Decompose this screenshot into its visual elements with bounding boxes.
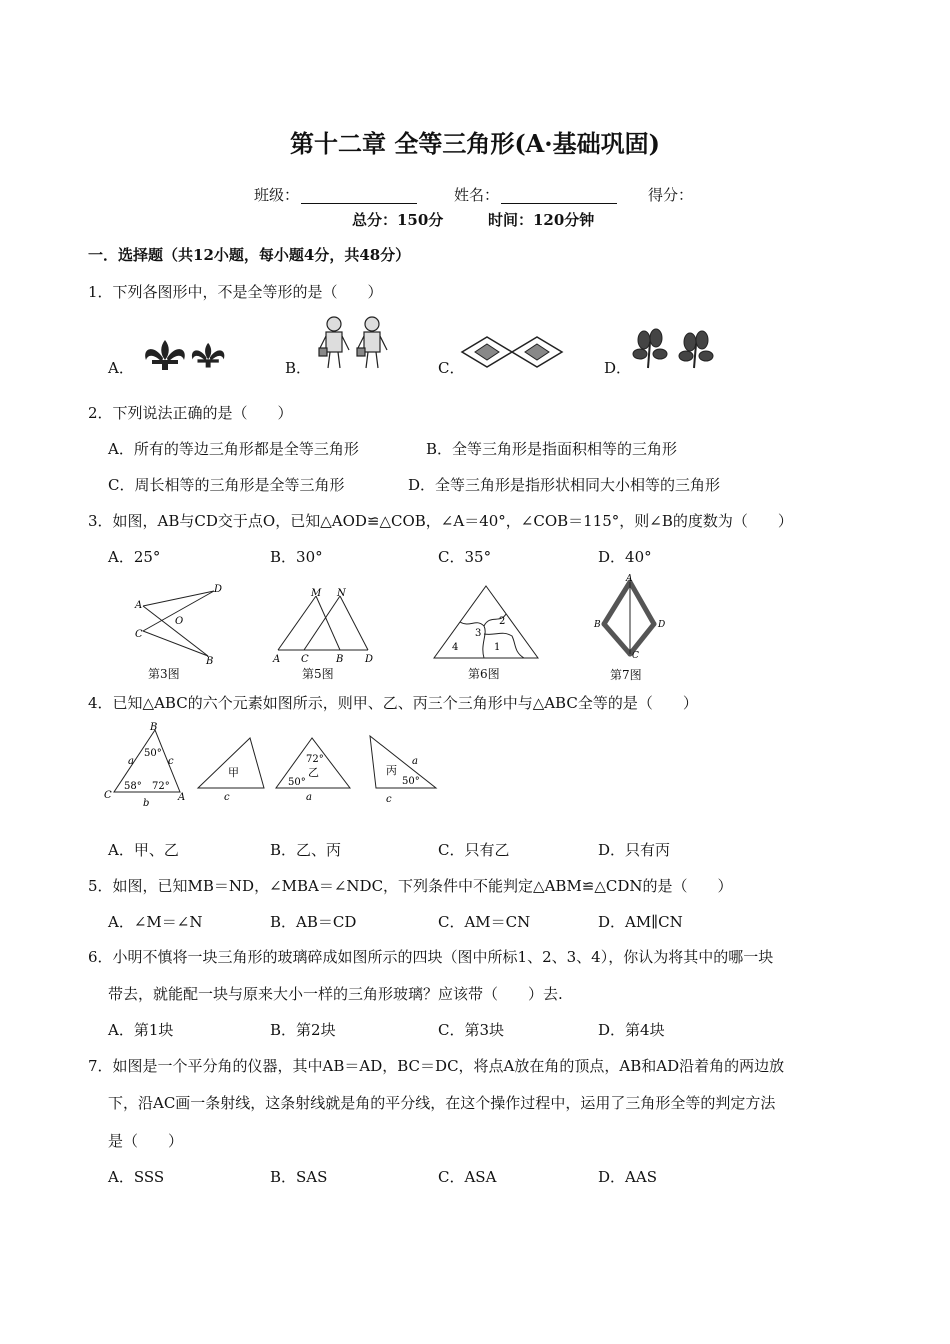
abc-label-c: C	[104, 790, 112, 801]
fig7-label-d: D	[658, 620, 666, 630]
q5-option-b[interactable]: B．AB＝CD	[270, 913, 357, 931]
q7-option-d[interactable]: D．AAS	[598, 1168, 657, 1186]
q3-option-d[interactable]: D．40°	[598, 548, 652, 566]
soldier-icon	[319, 317, 349, 368]
q4-triangles	[100, 718, 450, 808]
q2-option-a[interactable]: A．所有的等边三角形都是全等三角形	[108, 440, 359, 458]
bing-angle-50: 50°	[402, 776, 420, 787]
fleur-de-lis-figure	[138, 334, 238, 372]
abc-side-c: c	[168, 756, 174, 767]
fig3-label-a: A	[135, 600, 143, 611]
triangle-yi	[276, 738, 350, 803]
abc-label-b: B	[150, 722, 158, 733]
q5-stem: 5．如图，已知MB＝ND，∠MBA＝∠NDC，下列条件中不能判定△ABM≌△CDN的是（ ）	[88, 877, 733, 895]
abc-label-a: A	[178, 792, 186, 803]
fig7-label-b: B	[594, 620, 601, 630]
q1-option-b[interactable]: B．	[285, 359, 312, 377]
q6-option-d[interactable]: D．第4块	[598, 1021, 665, 1039]
yi-angle-50: 50°	[288, 777, 306, 788]
abc-side-b: b	[143, 798, 150, 808]
fig5-label-n: N	[337, 588, 346, 599]
yi-label: 乙	[308, 766, 319, 779]
jia-label: 甲	[228, 766, 239, 779]
fig3-label-b: B	[206, 656, 214, 666]
q6-option-c[interactable]: C．第3块	[438, 1021, 505, 1039]
fig6-caption: 第6图	[468, 667, 500, 681]
soldier-icon	[357, 317, 387, 368]
q6-option-b[interactable]: B．第2块	[270, 1021, 336, 1039]
fig6-label-2: 2	[499, 616, 506, 627]
fig7-caption: 第7图	[610, 668, 642, 682]
q3-option-c[interactable]: C．35°	[438, 548, 492, 566]
bing-side-c: c	[386, 794, 392, 805]
class-field	[254, 184, 417, 205]
q6-stem-line2: 带去，就能配一块与原来大小一样的三角形玻璃？应该带（ ）去.	[108, 985, 563, 1003]
yi-side-a: a	[306, 792, 312, 803]
q4-option-a[interactable]: A．甲、乙	[108, 841, 179, 859]
q3-option-a[interactable]: A．25°	[108, 548, 161, 566]
q7-stem-line3: 是（ ）	[108, 1132, 184, 1150]
leaf-figure	[630, 328, 726, 370]
q7-option-b[interactable]: B．SAS	[270, 1168, 328, 1186]
figure-3	[128, 580, 228, 666]
leaf-branch-icon	[633, 329, 667, 368]
abc-angle-72: 72°	[152, 781, 170, 792]
q3-stem: 3．如图，AB与CD交于点O，已知△AOD≌△COB，∠A＝40°，∠COB＝115°，则∠B的度数为（ ）	[88, 512, 793, 530]
score-label: 得分：	[648, 186, 694, 204]
q5-option-a[interactable]: A．∠M＝∠N	[108, 913, 203, 931]
fig5-caption: 第5图	[302, 667, 334, 681]
q4-option-b[interactable]: B．乙、丙	[270, 841, 342, 859]
q4-stem: 4．已知△ABC的六个元素如图所示，则甲、乙、丙三个三角形中与△ABC全等的是（ ）	[88, 694, 698, 712]
total-score: 总分：150分	[352, 211, 444, 229]
fig7-label-a: A	[626, 574, 633, 584]
diamond-icon	[462, 337, 512, 367]
triangle-jia	[198, 738, 264, 803]
q1-option-d[interactable]: D．	[604, 359, 632, 377]
diamond-figure	[460, 335, 566, 369]
jia-side-c: c	[224, 792, 230, 803]
fleur-de-lis-icon	[145, 340, 185, 370]
q5-option-d[interactable]: D．AM∥CN	[598, 913, 683, 931]
q1-option-c[interactable]: C．	[438, 359, 465, 377]
fig6-label-1: 1	[494, 642, 501, 653]
fig3-label-c: C	[135, 629, 143, 640]
q5-option-c[interactable]: C．AM＝CN	[438, 913, 531, 931]
yi-angle-72: 72°	[306, 754, 324, 765]
triangle-abc	[104, 722, 185, 808]
q1-option-a[interactable]: A．	[108, 359, 134, 377]
bing-label: 丙	[386, 764, 397, 777]
abc-angle-58: 58°	[124, 781, 142, 792]
q2-option-b[interactable]: B．全等三角形是指面积相等的三角形	[426, 440, 678, 458]
fig5-label-a: A	[273, 654, 281, 665]
q7-stem-line1: 7．如图是一个平分角的仪器，其中AB＝AD，BC＝DC，将点A放在角的顶点，AB和AD沿着角的两边放	[88, 1057, 785, 1075]
q7-option-c[interactable]: C．ASA	[438, 1168, 497, 1186]
fig5-label-c: C	[301, 654, 309, 665]
fig3-caption: 第3图	[148, 667, 180, 681]
q2-option-d[interactable]: D．全等三角形是指形状相同大小相等的三角形	[408, 476, 721, 494]
fig3-label-d: D	[214, 584, 223, 595]
abc-angle-50: 50°	[144, 748, 162, 759]
fig6-label-4: 4	[452, 642, 459, 653]
q1-stem: 1．下列各图形中，不是全等形的是（ ）	[88, 283, 383, 301]
triangle-bing	[370, 736, 436, 805]
figure-6	[430, 584, 542, 664]
diamond-icon	[512, 337, 562, 367]
page-title: 第十二章 全等三角形(A·基础巩固)	[289, 129, 661, 158]
q7-option-a[interactable]: A．SSS	[108, 1168, 165, 1186]
figure-7	[592, 574, 672, 660]
name-blank[interactable]	[501, 189, 617, 204]
fig7-label-c: C	[632, 651, 639, 660]
fig6-label-3: 3	[475, 628, 482, 639]
q4-option-d[interactable]: D．只有丙	[598, 841, 671, 859]
q2-option-c[interactable]: C．周长相等的三角形是全等三角形	[108, 476, 345, 494]
leaf-branch-icon	[679, 331, 713, 368]
bing-side-a: a	[412, 756, 418, 767]
section-heading: 一．选择题（共12小题，每小题4分，共48分）	[88, 246, 411, 264]
q6-option-a[interactable]: A．第1块	[108, 1021, 174, 1039]
class-blank[interactable]	[301, 189, 417, 204]
class-label: 班级：	[254, 186, 300, 204]
q2-stem: 2．下列说法正确的是（ ）	[88, 404, 293, 422]
fig3-label-o: O	[175, 616, 184, 627]
figure-5	[270, 586, 380, 666]
q3-option-b[interactable]: B．30°	[270, 548, 323, 566]
name-label: 姓名：	[454, 186, 500, 204]
fig5-label-d: D	[365, 654, 374, 665]
fleur-de-lis-icon	[192, 343, 224, 368]
q4-option-c[interactable]: C．只有乙	[438, 841, 510, 859]
q6-stem-line1: 6．小明不慎将一块三角形的玻璃碎成如图所示的四块（图中所标1、2、3、4），你认为将其中的哪一块	[88, 948, 774, 966]
exam-time: 时间：120分钟	[488, 211, 595, 229]
soldier-figure	[316, 314, 394, 370]
q7-stem-line2: 下，沿AC画一条射线，这条射线就是角的平分线，在这个操作过程中，运用了三角形全等的判定方法	[108, 1094, 776, 1112]
abc-side-a: a	[128, 756, 134, 767]
name-field	[454, 184, 617, 205]
fig5-label-b: B	[336, 654, 344, 665]
fig5-label-m: M	[311, 588, 322, 599]
